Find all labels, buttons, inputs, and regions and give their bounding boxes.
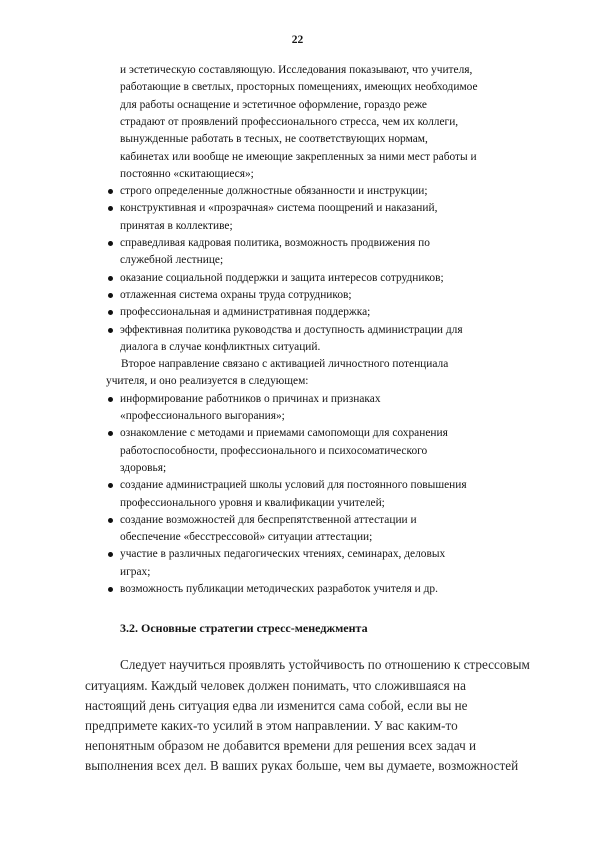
section-paragraph-line: Следует научиться проявлять устойчивость по отношению к стрессовым (120, 657, 530, 673)
bullet-icon (108, 206, 113, 211)
bullet-icon (108, 431, 113, 436)
paragraph-line: кабинетах или вообще не имеющие закрепленных за ними мест работы и (120, 150, 477, 163)
list-item-text: возможность публикации методических разработок учителя и др. (120, 583, 438, 595)
section-heading: 3.2. Основные стратегии стресс-менеджмента (120, 621, 368, 636)
list-item-text: создание администрацией школы условий для постоянного повышения (120, 479, 467, 492)
bullet-icon (108, 310, 113, 315)
paragraph-line: постоянно «скитающиеся»; (120, 167, 254, 180)
list-item-text: эффективная политика руководства и доступность администрации для (120, 323, 463, 336)
page-number: 22 (291, 34, 304, 46)
bullet-icon (108, 241, 113, 246)
list-item-text: строго определенные должностные обязанности и инструкции; (120, 185, 428, 198)
paragraph-line: и эстетическую составляющую. Исследования показывают, что учителя, (120, 64, 473, 76)
list-item-text: конструктивная и «прозрачная» система поощрений и наказаний, (120, 202, 438, 215)
list-item-text: участие в различных педагогических чтениях, семинарах, деловых (120, 548, 446, 561)
list-item-text: отлаженная система охраны труда сотрудников; (120, 288, 352, 301)
list-item-text: «профессионального выгорания»; (120, 410, 285, 422)
section-paragraph-line: выполнения всех дел. В ваших руках больше, чем вы думаете, возможностей (85, 758, 519, 774)
list-item-text: работоспособности, профессионального и психосоматического (120, 444, 428, 457)
bullet-icon (108, 552, 113, 557)
paragraph-line: вынужденные работать в тесных, не соответствующих нормам, (120, 133, 428, 146)
bullet-icon (108, 587, 113, 592)
bullet-icon (108, 397, 113, 402)
list-item-text: ознакомление с методами и приемами самопомощи для сохранения (120, 427, 448, 440)
list-item-text: принятая в коллективе; (120, 219, 233, 232)
section-paragraph-line: настоящий день ситуация едва ли изменится сама собой, если вы не (85, 697, 468, 713)
bullet-icon (108, 276, 113, 281)
list-item-text: служебной лестнице; (120, 254, 224, 267)
list-item-text: здоровья; (120, 461, 167, 474)
list-item-text: обеспечение «бесстрессовой» ситуации аттестации; (120, 531, 373, 544)
paragraph-line: работающие в светлых, просторных помещениях, имеющих необходимое (120, 81, 478, 94)
list-item-text: создание возможностей для беспрепятственной аттестации и (120, 513, 417, 526)
list-item-text: играх; (120, 565, 151, 578)
section-paragraph-line: ситуациям. Каждый человек должен понимать, что сложившаяся на (85, 677, 466, 693)
list-item-text: профессиональная и административная поддержка; (120, 306, 371, 319)
paragraph-line: учителя, и оно реализуется в следующем: (106, 375, 309, 388)
section-paragraph-line: предпримете каких-то усилий в этом направлении. У вас каким-то (85, 717, 458, 733)
list-item-text: профессионального уровня и квалификации учителей; (120, 496, 385, 509)
list-item-text: оказание социальной поддержки и защита интересов сотрудников; (120, 271, 444, 284)
paragraph-line: Второе направление связано с активацией личностного потенциала (121, 358, 449, 371)
list-item-text: справедливая кадровая политика, возможность продвижения по (120, 237, 430, 249)
bullet-icon (108, 483, 113, 488)
bullet-icon (108, 293, 113, 298)
list-item-text: информирование работников о причинах и признаках (120, 392, 381, 405)
list-item-text: диалога в случае конфликтных ситуаций. (120, 340, 321, 353)
paragraph-line: для работы оснащение и эстетичное оформление, гораздо реже (120, 98, 427, 111)
bullet-icon (108, 518, 113, 523)
section-paragraph-line: непонятным образом не добавится времени для решения всех задач и (85, 738, 477, 754)
bullet-icon (108, 189, 113, 194)
bullet-icon (108, 328, 113, 333)
paragraph-line: страдают от проявлений профессионального стресса, чем их коллеги, (120, 115, 459, 128)
